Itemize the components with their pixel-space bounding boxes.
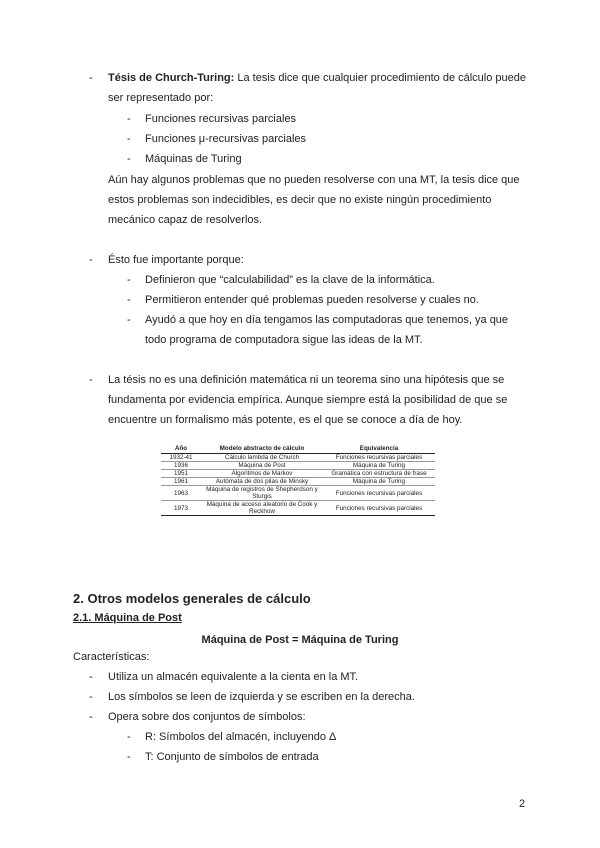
table-cell-year: 1961: [161, 478, 201, 486]
section-heading: 2. Otros modelos generales de cálculo: [73, 591, 311, 606]
paragraph-line: mecánico capaz de resolverlos.: [108, 214, 263, 226]
centered-statement: Máquina de Post = Máquina de Turing: [201, 634, 399, 646]
bullet-dash: -: [89, 711, 93, 723]
sub-item: Funciones μ-recursivas parciales: [145, 133, 307, 145]
thesis-line: encuentre un formalismo más potente, es el que se conoce a día de hoy.: [108, 414, 463, 426]
bullet-dash: -: [89, 671, 93, 683]
important-item: Definieron que “calculabilidad” es la clave de la informática.: [145, 274, 435, 286]
table-cell-equivalence: Funciones recursivas parciales: [323, 486, 435, 501]
sub-item: Funciones recursivas parciales: [145, 113, 297, 125]
table-row: [161, 501, 435, 516]
table-cell-equivalence: Gramática con estructura de frase: [323, 470, 435, 478]
table-cell-model: Autómata de dos pilas de Minsky: [201, 478, 323, 486]
bullet-dash: -: [89, 691, 93, 703]
subsection-heading: 2.1. Máquina de Post: [73, 612, 182, 624]
table-cell-model: Máquina de registros de Shepherdson y Sturgis: [201, 486, 323, 501]
paragraph-line: estos problemas son indecidibles, es decir que no existe ningún procedimiento: [108, 194, 492, 206]
table-cell-year: 1973: [161, 501, 201, 516]
table-cell-model: Algoritmos de Markov: [201, 470, 323, 478]
thesis-line: fundamenta por evidencia empírica. Aunque siempre está la posibilidad de que se: [108, 394, 508, 406]
sub-dash: -: [127, 731, 131, 743]
bullet-dash: -: [89, 254, 93, 266]
church-turing-line-2: ser representado por:: [108, 92, 214, 104]
table-header-year: Año: [161, 444, 201, 454]
important-bullet: Ésto fue importante porque:: [108, 254, 244, 266]
symbol-set-item: R: Símbolos del almacén, incluyendo Δ: [145, 731, 337, 743]
table-row: [161, 478, 435, 486]
church-turing-text: La tesis dice que cualquier procedimiento de cálculo puede: [234, 72, 527, 84]
bullet-dash: -: [89, 374, 93, 386]
important-item: Permitieron entender qué problemas pueden resolverse y cuales no.: [145, 294, 479, 306]
table-cell-equivalence: Funciones recursivas parciales: [323, 454, 435, 462]
characteristic-item: Los símbolos se leen de izquierda y se escriben en la derecha.: [108, 691, 415, 703]
sub-dash: -: [127, 133, 131, 145]
important-item-3-line: todo programa de computadora sigue las ideas de la MT.: [145, 334, 423, 346]
characteristic-item: Utiliza un almacén equivalente a la cienta en la MT.: [108, 671, 359, 683]
table-row: [161, 486, 435, 501]
page-number: 2: [519, 798, 526, 810]
church-turing-label: Tésis de Church-Turing:: [108, 72, 235, 84]
table-row: [161, 462, 435, 470]
table-cell-model: Cálculo lambda de Church: [201, 454, 323, 462]
sub-dash: -: [127, 314, 131, 326]
table-cell-equivalence: Máquina de Turing: [323, 478, 435, 486]
sub-dash: -: [127, 153, 131, 165]
table-cell-model: Máquina de acceso aleatorio de Cook y Reckhow: [201, 501, 323, 516]
table-cell-equivalence: Funciones recursivas parciales: [323, 501, 435, 516]
table-cell-equivalence: Máquina de Turing: [323, 462, 435, 470]
table-cell-model: Máquina de Post: [201, 462, 323, 470]
table-row: [161, 470, 435, 478]
sub-dash: -: [127, 751, 131, 763]
sub-item: Máquinas de Turing: [145, 153, 242, 165]
paragraph-line: Aún hay algunos problemas que no pueden resolverse con una MT, la tesis dice que: [108, 174, 520, 186]
sub-dash: -: [127, 274, 131, 286]
table-cell-year: 1951: [161, 470, 201, 478]
bullet-dash: -: [89, 72, 93, 84]
symbol-set-item: T: Conjunto de símbolos de entrada: [145, 751, 319, 763]
table-row: [161, 454, 435, 462]
important-item-3-line: Ayudó a que hoy en día tengamos las computadoras que tenemos, ya que: [145, 314, 509, 326]
table-cell-year: 1936: [161, 462, 201, 470]
equivalence-table: [161, 444, 435, 516]
characteristics-label: Características:: [73, 651, 150, 663]
table-header-model: Modelo abstracto de cálculo: [201, 444, 323, 454]
table-cell-year: 1963: [161, 486, 201, 501]
table-header-equivalence: Equivalencia: [323, 444, 435, 454]
table-header-row: [161, 444, 435, 454]
characteristic-item: Opera sobre dos conjuntos de símbolos:: [108, 711, 306, 723]
sub-dash: -: [127, 113, 131, 125]
table-cell-year: 1932-41: [161, 454, 201, 462]
church-turing-line: [108, 68, 526, 88]
sub-dash: -: [127, 294, 131, 306]
thesis-line: La tésis no es una definición matemática ni un teorema sino una hipótesis que se: [108, 374, 505, 386]
